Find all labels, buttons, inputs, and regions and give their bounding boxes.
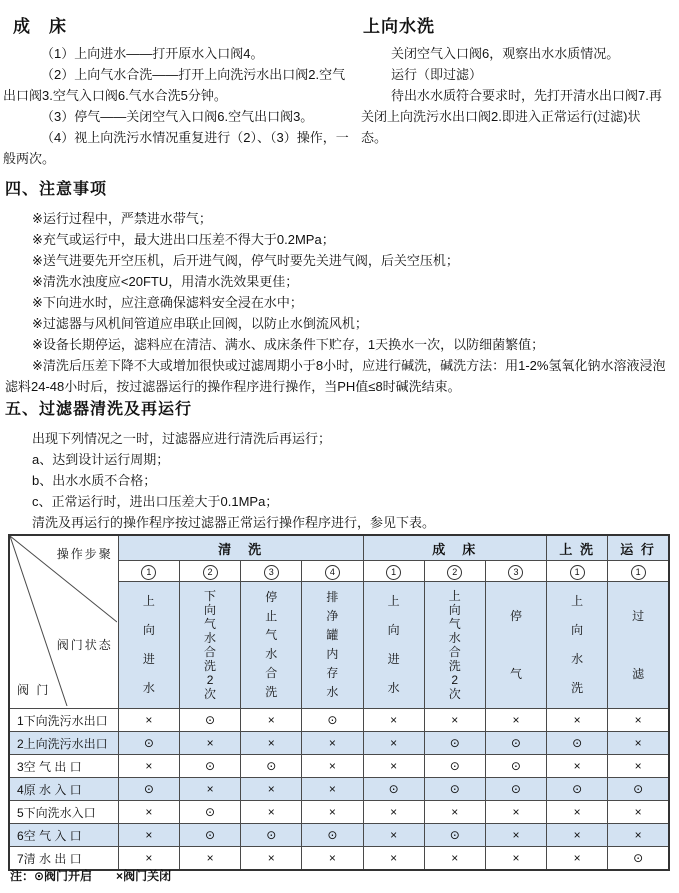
valve-row-label: 6空 气 入 口 bbox=[9, 824, 118, 847]
valve-state-cell: × bbox=[608, 709, 669, 732]
paragraph: 待出水水质符合要求时，先打开清水出口阀7.再关闭上向洗污水出口阀2.即进入正常运行(过滤)状态。 bbox=[361, 88, 662, 145]
corner-label-valve: 阀 门 bbox=[17, 683, 51, 697]
valve-state-cell: ⊙ bbox=[179, 755, 240, 778]
valve-state-cell: × bbox=[424, 847, 485, 871]
valve-state-cell: × bbox=[485, 709, 546, 732]
valve-state-cell: × bbox=[547, 847, 608, 871]
valve-state-cell: ⊙ bbox=[179, 824, 240, 847]
valve-row-label: 5下向洗水入口 bbox=[9, 801, 118, 824]
step-name-cell: 上向气水合洗2次 bbox=[424, 582, 485, 709]
valve-state-cell: × bbox=[241, 732, 302, 755]
valve-state-cell: ⊙ bbox=[485, 755, 546, 778]
circled-number: 2 bbox=[447, 565, 462, 580]
valve-state-cell: ⊙ bbox=[485, 732, 546, 755]
rerun-line: a、达到设计运行周期； bbox=[32, 452, 170, 467]
valve-state-cell: × bbox=[363, 709, 424, 732]
valve-state-cell: × bbox=[608, 801, 669, 824]
circled-number: 3 bbox=[508, 565, 523, 580]
rerun-line: c、正常运行时，进出口压差大于0.1MPa； bbox=[32, 494, 279, 509]
group-header-shangxi: 上 洗 bbox=[547, 535, 608, 561]
valve-state-cell: × bbox=[485, 824, 546, 847]
note-item: ※送气进要先开空压机，后开进气阀，停气时要先关进气阀，后关空压机； bbox=[32, 253, 459, 268]
valve-state-cell: × bbox=[302, 732, 363, 755]
valve-state-cell: ⊙ bbox=[302, 709, 363, 732]
valve-state-cell: ⊙ bbox=[118, 732, 179, 755]
paragraph: （4）视上向洗污水情况重复进行（2）、（3）操作，一般两次。 bbox=[3, 130, 349, 166]
valve-state-cell: ⊙ bbox=[485, 778, 546, 801]
corner-label-steps: 操作步聚 bbox=[56, 547, 113, 561]
valve-state-cell: × bbox=[485, 847, 546, 871]
valve-row-label: 2上向洗污水出口 bbox=[9, 732, 118, 755]
valve-state-cell: ⊙ bbox=[547, 778, 608, 801]
valve-state-cell: ⊙ bbox=[424, 732, 485, 755]
circled-number: 4 bbox=[325, 565, 340, 580]
valve-state-cell: ⊙ bbox=[424, 778, 485, 801]
section-shang-xiang-shui-xi bbox=[361, 8, 663, 148]
valve-state-cell: ⊙ bbox=[547, 732, 608, 755]
step-name-cell: 过滤 bbox=[608, 582, 669, 709]
valve-state-cell: ⊙ bbox=[179, 709, 240, 732]
step-number-cell bbox=[547, 561, 608, 582]
group-header-qingxi: 清 洗 bbox=[118, 535, 363, 561]
note-item: ※清洗后压差下降不大或增加很快或过滤周期小于8小时，应进行碱洗，碱洗方法：用1-2%氢氧化钠水溶液浸泡滤料24-48小时后，按过滤器运行的操作程序进行操作，当PH值≤8时碱洗结束。 bbox=[5, 358, 666, 394]
valve-state-cell: × bbox=[363, 732, 424, 755]
valve-state-cell: ⊙ bbox=[363, 778, 424, 801]
table-corner-cell bbox=[9, 535, 118, 709]
valve-state-cell: × bbox=[363, 755, 424, 778]
valve-state-cell: × bbox=[547, 824, 608, 847]
note-item: ※设备长期停运，滤料应在清洁、满水、成床条件下贮存，1天换水一次，以防细菌繁值； bbox=[32, 337, 545, 352]
paragraph: （3）停气——关闭空气入口阀6.空气出口阀3。 bbox=[41, 109, 314, 124]
step-number-cell bbox=[485, 561, 546, 582]
step-name-cell: 上向进水 bbox=[118, 582, 179, 709]
section-cheng-chuang bbox=[3, 8, 351, 169]
valve-state-cell: × bbox=[608, 732, 669, 755]
table-legend: 注：⊙阀门开启 ×阀门关闭 bbox=[10, 869, 172, 883]
circled-number: 1 bbox=[631, 565, 646, 580]
circled-number: 1 bbox=[570, 565, 585, 580]
section-title-rerun: 五、过滤器清洗及再运行 bbox=[5, 401, 193, 418]
rerun-line: b、出水水质不合格； bbox=[32, 473, 157, 488]
valve-state-cell: × bbox=[363, 801, 424, 824]
note-item: ※过滤器与风机间管道应串联止回阀，以防止水倒流风机； bbox=[32, 316, 368, 331]
valve-state-cell: × bbox=[485, 801, 546, 824]
rerun-line: 清洗及再运行的操作程序按过滤器正常运行操作程序进行，参见下表。 bbox=[32, 515, 436, 530]
note-item: ※运行过程中，严禁进水带气； bbox=[32, 211, 212, 226]
step-name-cell: 下向气水合洗2次 bbox=[179, 582, 240, 709]
group-header-yunxing: 运 行 bbox=[608, 535, 669, 561]
valve-operation-table bbox=[8, 534, 670, 871]
valve-state-cell: × bbox=[241, 847, 302, 871]
valve-state-cell: × bbox=[118, 847, 179, 871]
circled-number: 2 bbox=[203, 565, 218, 580]
circled-number: 1 bbox=[141, 565, 156, 580]
paragraph: 运行（即过滤） bbox=[391, 67, 483, 82]
valve-state-cell: × bbox=[547, 755, 608, 778]
valve-state-cell: × bbox=[118, 709, 179, 732]
valve-state-cell: × bbox=[302, 778, 363, 801]
valve-state-cell: × bbox=[363, 824, 424, 847]
section-title-shang-xiang-shui-xi: 上向水洗 bbox=[363, 17, 435, 36]
valve-state-cell: ⊙ bbox=[179, 801, 240, 824]
group-header-chengchuang: 成 床 bbox=[363, 535, 547, 561]
step-number-cell bbox=[363, 561, 424, 582]
step-name-cell: 排净罐内存水 bbox=[302, 582, 363, 709]
step-name-cell: 上向进水 bbox=[363, 582, 424, 709]
circled-number: 3 bbox=[264, 565, 279, 580]
valve-row-label: 1下向洗污水出口 bbox=[9, 709, 118, 732]
circled-number: 1 bbox=[386, 565, 401, 580]
valve-state-cell: ⊙ bbox=[241, 824, 302, 847]
step-number-cell bbox=[241, 561, 302, 582]
valve-row-label: 4原 水 入 口 bbox=[9, 778, 118, 801]
step-name-cell: 上向水洗 bbox=[547, 582, 608, 709]
valve-state-cell: × bbox=[608, 824, 669, 847]
valve-state-cell: × bbox=[302, 755, 363, 778]
valve-state-cell: × bbox=[241, 709, 302, 732]
valve-state-cell: × bbox=[547, 801, 608, 824]
valve-state-cell: ⊙ bbox=[118, 778, 179, 801]
valve-state-cell: ⊙ bbox=[608, 778, 669, 801]
rerun-line: 出现下列情况之一时，过滤器应进行清洗后再运行； bbox=[32, 431, 332, 446]
note-item: ※清洗水浊度应<20FTU，用清水洗效果更佳； bbox=[32, 274, 299, 289]
section-rerun bbox=[5, 396, 675, 533]
valve-state-cell: × bbox=[302, 847, 363, 871]
paragraph: （1）上向进水——打开原水入口阀4。 bbox=[41, 46, 264, 61]
step-number-cell bbox=[179, 561, 240, 582]
valve-state-cell: ⊙ bbox=[424, 755, 485, 778]
valve-state-cell: × bbox=[424, 801, 485, 824]
valve-state-cell: × bbox=[241, 778, 302, 801]
valve-state-cell: ⊙ bbox=[424, 824, 485, 847]
note-item: ※充气或运行中，最大进出口压差不得大于0.2MPa； bbox=[32, 232, 335, 247]
valve-state-cell: × bbox=[118, 801, 179, 824]
valve-state-cell: × bbox=[179, 778, 240, 801]
paragraph: （2）上向气水合洗——打开上向洗污水出口阀2.空气出口阀3.空气入口阀6.气水合洗5分钟。 bbox=[3, 67, 346, 103]
valve-state-cell: × bbox=[118, 755, 179, 778]
corner-label-valve-state: 阀门状态 bbox=[56, 638, 113, 652]
valve-state-cell: × bbox=[608, 755, 669, 778]
step-name-cell: 停止气水合洗 bbox=[241, 582, 302, 709]
valve-row-label: 3空 气 出 口 bbox=[9, 755, 118, 778]
valve-state-cell: × bbox=[363, 847, 424, 871]
section-notes bbox=[5, 176, 675, 397]
valve-state-cell: × bbox=[241, 801, 302, 824]
valve-state-cell: × bbox=[547, 709, 608, 732]
step-number-cell bbox=[118, 561, 179, 582]
step-number-cell bbox=[608, 561, 669, 582]
valve-state-cell: × bbox=[302, 801, 363, 824]
note-item: ※下向进水时，应注意确保滤料安全浸在水中； bbox=[32, 295, 303, 310]
paragraph: 关闭空气入口阀6，观察出水水质情况。 bbox=[391, 46, 620, 61]
section-title-cheng-chuang: 成 床 bbox=[13, 17, 67, 36]
valve-state-cell: × bbox=[424, 709, 485, 732]
section-title-notes: 四、注意事项 bbox=[5, 181, 108, 198]
valve-state-cell: ⊙ bbox=[608, 847, 669, 871]
step-number-cell bbox=[424, 561, 485, 582]
step-number-cell bbox=[302, 561, 363, 582]
valve-row-label: 7清 水 出 口 bbox=[9, 847, 118, 871]
valve-state-cell: × bbox=[179, 847, 240, 871]
step-name-cell: 停气 bbox=[485, 582, 546, 709]
valve-state-cell: ⊙ bbox=[241, 755, 302, 778]
valve-state-cell: ⊙ bbox=[302, 824, 363, 847]
valve-state-cell: × bbox=[179, 732, 240, 755]
valve-state-cell: × bbox=[118, 824, 179, 847]
